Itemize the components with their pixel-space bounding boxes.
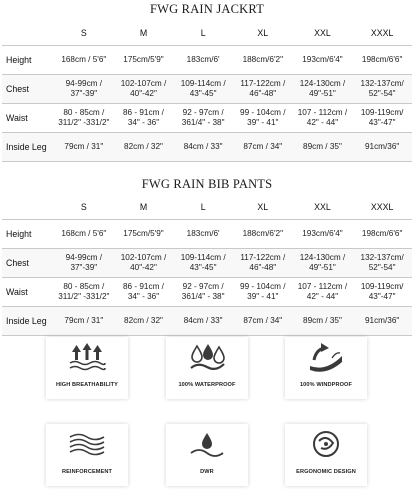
row-label: Chest [2, 249, 54, 278]
feature-label: 100% WATERPROOF [178, 382, 236, 388]
measurement-cell: 175cm/5'9" [114, 46, 174, 75]
measurement-cell: 91cm/36" [352, 307, 412, 336]
bib-pants-size-table [2, 194, 412, 336]
measurement-cell: 89cm / 35" [293, 133, 353, 162]
measurement-cell: 84cm / 33" [173, 133, 233, 162]
feature-label: ERGONOMIC DESIGN [296, 469, 356, 475]
size-header: S [80, 27, 87, 38]
measurement-cell: 193cm/6'4" [293, 46, 353, 75]
table-row [2, 75, 412, 104]
measurement-cell: 124-130cm / 49"-51" [293, 249, 353, 278]
row-label: Height [2, 46, 54, 75]
table-row [2, 104, 412, 133]
jacket-title: FWG RAIN JACKRT [149, 2, 265, 16]
measurement-cell: 175cm/5'9" [114, 220, 174, 249]
measurement-cell: 109-114cm / 43"-45" [173, 249, 233, 278]
measurement-cell: 89cm / 35" [293, 307, 353, 336]
size-header: XL [257, 27, 269, 38]
measurement-cell: 86 - 91cm / 34" - 36" [114, 278, 174, 307]
measurement-cell: 94-99cm / 37"-39" [54, 75, 114, 104]
row-label: Inside Leg [2, 133, 54, 162]
feature-ergonomic-design [285, 424, 367, 486]
table-row [2, 133, 412, 162]
measurement-cell: 109-114cm / 43"-45" [173, 75, 233, 104]
table-row [2, 220, 412, 249]
measurement-cell: 183cm/6' [173, 46, 233, 75]
measurement-cell: 168cm / 5'6" [54, 46, 114, 75]
measurement-cell: 87cm / 34" [233, 133, 293, 162]
size-header: S [80, 201, 87, 212]
measurement-cell: 107 - 112cm / 42" - 44" [293, 104, 353, 133]
size-header: XXL [314, 201, 331, 212]
measurement-cell: 99 - 104cm / 39" - 41" [233, 278, 293, 307]
measurement-cell: 117-122cm / 46"-48" [233, 75, 293, 104]
measurement-cell: 102-107cm / 40"-42" [114, 75, 174, 104]
measurement-cell: 87cm / 34" [233, 307, 293, 336]
dwr-icon [187, 429, 227, 459]
size-header: M [139, 201, 148, 212]
table-row [2, 307, 412, 336]
row-label: Chest [2, 75, 54, 104]
measurement-cell: 82cm / 32" [114, 133, 174, 162]
table-header-row [2, 20, 412, 46]
size-header: XXXL [370, 201, 394, 212]
row-label: Inside Leg [2, 307, 54, 336]
table-row [2, 278, 412, 307]
measurement-cell: 79cm / 31" [54, 133, 114, 162]
measurement-cell: 193cm/6'4" [293, 220, 353, 249]
measurement-cell: 99 - 104cm / 39" - 41" [233, 104, 293, 133]
feature-waterproof [166, 337, 248, 399]
feature-label: REINFORCEMENT [61, 469, 113, 475]
reinforcement-icon [67, 429, 107, 459]
size-header: XL [257, 201, 269, 212]
measurement-cell: 109-119cm/ 43"-47" [352, 104, 412, 133]
corner-header [2, 194, 54, 220]
size-header: XXL [314, 27, 331, 38]
measurement-cell: 80 - 85cm / 311/2" -331/2" [54, 278, 114, 307]
size-header: L [200, 201, 206, 212]
measurement-cell: 132-137cm/ 52"-54" [352, 249, 412, 278]
measurement-cell: 91cm/36" [352, 133, 412, 162]
windproof-icon [306, 342, 346, 372]
measurement-cell: 84cm / 33" [173, 307, 233, 336]
feature-windproof [285, 337, 367, 399]
size-header: L [200, 27, 206, 38]
measurement-cell: 132-137cm/ 52"-54" [352, 75, 412, 104]
ergonomic-design-icon [306, 429, 346, 459]
size-header: XXXL [370, 27, 394, 38]
jacket-size-table [2, 20, 412, 162]
measurement-cell: 198cm/6'6" [352, 220, 412, 249]
measurement-cell: 183cm/6' [173, 220, 233, 249]
measurement-cell: 80 - 85cm / 311/2" -331/2" [54, 104, 114, 133]
feature-label: HIGH BREATHABILITY [56, 382, 118, 388]
size-header: M [139, 27, 148, 38]
measurement-cell: 107 - 112cm / 42" - 44" [293, 278, 353, 307]
feature-dwr [166, 424, 248, 486]
measurement-cell: 188cm/6'2" [233, 220, 293, 249]
measurement-cell: 168cm / 5'6" [54, 220, 114, 249]
row-label: Waist [2, 104, 54, 133]
measurement-cell: 188cm/6'2" [233, 46, 293, 75]
bib-pants-title: FWG RAIN BIB PANTS [141, 177, 273, 191]
measurement-cell: 102-107cm / 40"-42" [114, 249, 174, 278]
feature-label: 100% WINDPROOF [299, 382, 353, 388]
waterproof-icon [187, 342, 227, 372]
corner-header [2, 20, 54, 46]
measurement-cell: 92 - 97cm / 361/4" - 38" [173, 278, 233, 307]
measurement-cell: 198cm/6'6" [352, 46, 412, 75]
measurement-cell: 117-122cm / 46"-48" [233, 249, 293, 278]
table-header-row [2, 194, 412, 220]
table-row [2, 46, 412, 75]
breathability-icon [67, 342, 107, 372]
feature-label: DWR [200, 469, 214, 475]
feature-high-breathability [46, 337, 128, 399]
measurement-cell: 92 - 97cm / 361/4" - 38" [173, 104, 233, 133]
measurement-cell: 79cm / 31" [54, 307, 114, 336]
measurement-cell: 94-99cm / 37"-39" [54, 249, 114, 278]
row-label: Height [2, 220, 54, 249]
measurement-cell: 86 - 91cm / 34" - 36" [114, 104, 174, 133]
row-label: Waist [2, 278, 54, 307]
table-row [2, 249, 412, 278]
measurement-cell: 109-119cm/ 43"-47" [352, 278, 412, 307]
measurement-cell: 82cm / 32" [114, 307, 174, 336]
measurement-cell: 124-130cm / 49"-51" [293, 75, 353, 104]
feature-reinforcement [46, 424, 128, 486]
